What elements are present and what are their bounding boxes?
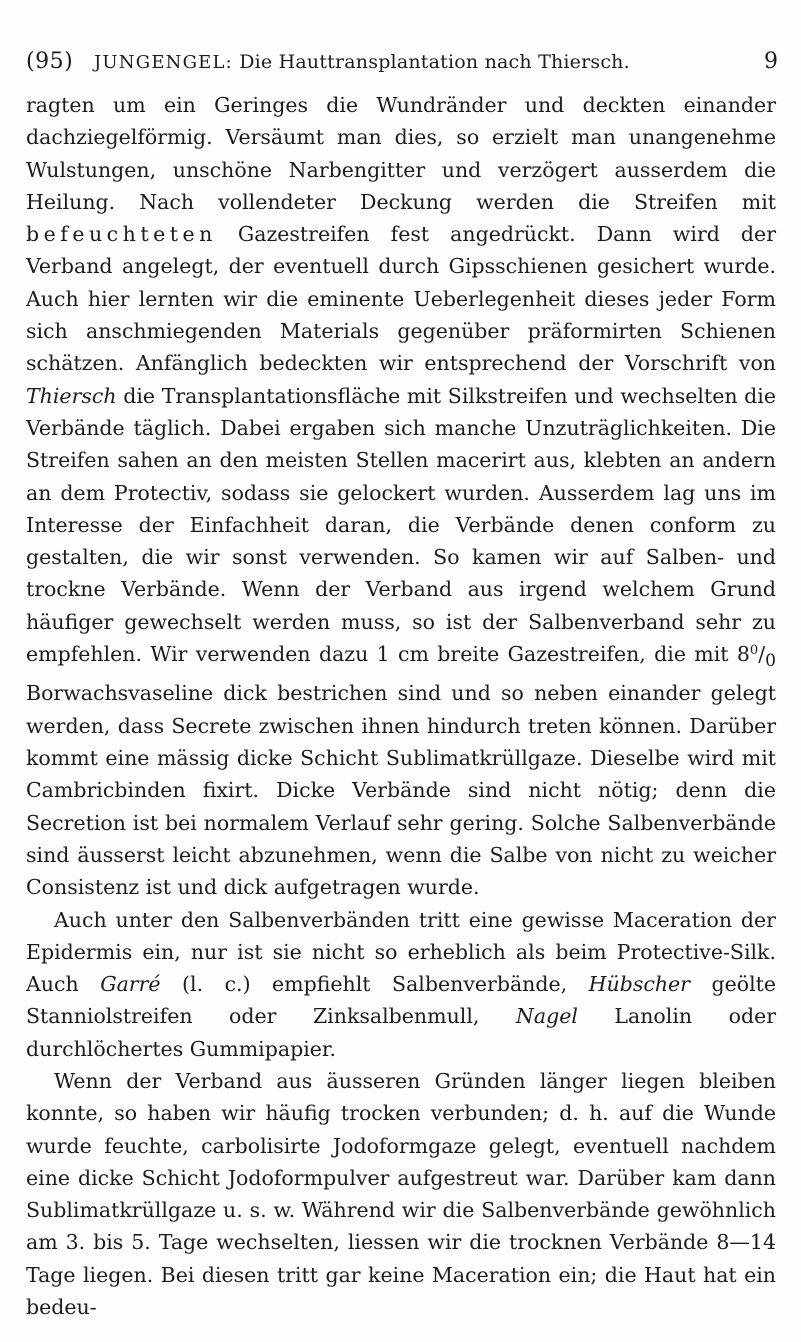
text-run: Wenn der Verband aus äusseren Gründen länger liegen bleiben konnte, so haben wir häufig trocken verbunden; d. h. auf die Wunde wurde feuchte, carbolisirte Jodoformgaze gelegt, eventuell nachdem eine dicke Schicht Jodoformpulver aufgestreut war. Darüber kam dann Sublimatkrüllgaze u. s. w. Während wir die Salbenverbände gewöhnlich am 3. bis 5. Tage wechselten, liessen wir die trocknen Verbände 8—14 Tage liegen. Bei diesen tritt gar keine Maceration ein; die Haut hat ein bedeu-	[26, 1069, 776, 1320]
running-title	[94, 45, 630, 80]
paragraph-2	[26, 904, 776, 1065]
text-run: ragten um ein Geringes die Wundränder und deckten einander dachziegelförmig. Versäumt man dies, so erzielt man unangenehme Wulstungen, unschöne Narbengitter und verzögert ausserdem die Heilung. Nach vollendeter Deckung werden die Streifen mit	[26, 93, 776, 214]
running-header	[26, 45, 778, 79]
body-text	[26, 89, 776, 1323]
text-run: Lanolin oder durchlöchertes Gummipapier.	[26, 1004, 776, 1061]
text-run: die Transplantationsfläche mit Silkstreifen und wechselten die Verbände täglich. Dabei ergaben sich manche Unzuträglichkeiten. Die Streifen sahen an den meisten Stellen macerirt aus, klebten an andern an dem Protectiv, sodass sie gelockert wurden. Ausserdem lag uns im Interesse der Einfachheit daran, die Verbände denen conform zu gestalten, die wir sonst verwenden. So kamen wir auf Salben- und trockne Verbände. Wenn der Verband aus irgend welchem Grund häufiger gewechselt werden muss, so ist der Salbenverband sehr zu empfehlen. Wir verwenden dazu 1 cm breite Gazestreifen, die mit 8	[26, 383, 776, 667]
italic-name: Thiersch	[26, 383, 117, 408]
page-number: (95)	[26, 49, 74, 74]
text-run: /	[758, 642, 766, 667]
author-name: JUNGENGEL:	[94, 52, 233, 73]
text-run: Borwachsvaseline dick bestrichen sind und so neben einander gelegt werden, dass Secrete zwischen ihnen hindurch treten können. Darüber kommt eine mässig dicke Schicht Sublimatkrüllgaze. Dieselbe wird mit Cambricbinden fixirt. Dicke Verbände sind nicht nötig; denn die Secretion ist bei normalem Verlauf sehr gering. Solche Salbenverbände sind äusserst leicht abzunehmen, wenn die Salbe von nicht zu weicher Consistenz ist und dick aufgetragen wurde.	[26, 681, 776, 900]
spaced-emphasis: befeuchteten	[26, 222, 217, 247]
article-title: Die Hauttransplantation nach Thiersch.	[239, 51, 630, 73]
paragraph-1	[26, 89, 776, 904]
italic-name: Hübscher	[588, 972, 690, 997]
italic-name: Garré	[100, 972, 161, 997]
paragraph-3	[26, 1065, 776, 1323]
superscript: 0	[749, 643, 759, 659]
text-run: Gazestreifen fest angedrückt. Dann wird der Verband angelegt, der eventuell durch Gipsschienen gesichert wurde. Auch hier lernten wir die eminente Ueberlegenheit dieses jeder Form sich anschmiegenden Materials gegenüber präformirten Schienen schätzen. Anfänglich bedeckten wir entsprechend der Vorschrift von	[26, 222, 776, 376]
sheet-number: 9	[764, 49, 778, 74]
subscript: 0	[765, 651, 776, 672]
italic-name: Nagel	[515, 1004, 578, 1029]
text-run: (l. c.) empfiehlt Salbenverbände,	[160, 972, 589, 997]
text-run: Auch unter den Salbenverbänden tritt eine gewisse Maceration der Epidermis ein, nur ist sie nicht so erheblich als beim Protective-Silk. Auch	[26, 907, 776, 997]
text-run: geölte Stanniolstreifen oder Zinksalbenmull,	[26, 972, 776, 1029]
